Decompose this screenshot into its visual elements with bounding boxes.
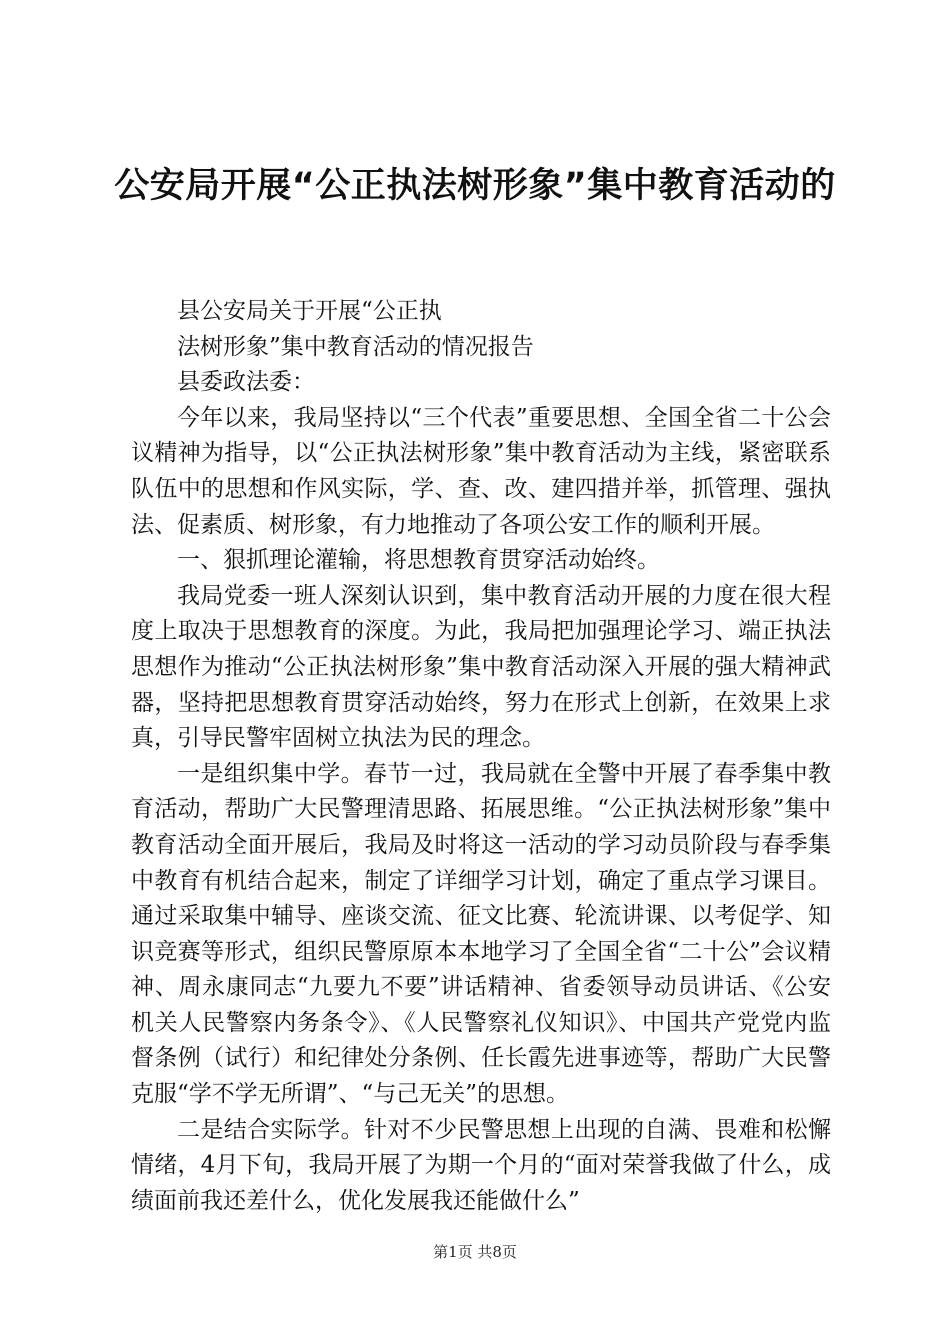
paragraph-body: 二是结合实际学。针对不少民警思想上出现的自满、畏难和松懈情绪，4月下旬，我局开展了为期一个月的“面对荣誉我做了什么，成绩面前我还差什么，优化发展我还能做什么” (131, 1116, 831, 1214)
paragraph-heading-line-2: 法树形象”集中教育活动的情况报告 (177, 333, 534, 360)
paragraph-body: 我局党委一班人深刻认识到，集中教育活动开展的力度在很大程度上取决于思想教育的深度。为此，我局把加强理论学习、端正执法思想作为推动“公正执法树形象”集中教育活动深入开展的强大精神武器，坚持把思想教育贯穿活动始终，努力在形式上创新，在效果上求真，引导民警牢固树立执法为民的理念。 (131, 582, 831, 752)
page-footer: 第1页 共8页 (433, 1243, 517, 1261)
paragraph-heading-line-1: 县公安局关于开展“公正执 (177, 298, 442, 324)
paragraph-addressee: 县委政法委： (177, 369, 315, 396)
paragraph-section-1: 一、狠抓理论灌输，将思想教育贯穿活动始终。 (177, 547, 660, 574)
paragraph-body: 一是组织集中学。春节一过，我局就在全警中开展了春季集中教育活动，帮助广大民警理清思路、拓展思维。“公正执法树形象”集中教育活动全面开展后，我局及时将这一活动的学习动员阶段与春季集中教育有机结合起来，制定了详细学习计划，确定了重点学习课目。通过采取集中辅导、座谈交流、征文比赛、轮流讲课、以考促学、知识竞赛等形式，组织民警原原本本地学习了全国全省“二十公”会议精神、周永康同志“九要九不要”讲话精神、省委领导动员讲话、《公安机关人民警察内务条令》、《人民警察礼仪知识》、中国共产党党内监督条例（试行）和纪律处分条例、任长霞先进事迹等，帮助广大民警克服“学不学无所谓”、“与己无关”的思想。 (131, 760, 831, 1108)
document-body (131, 294, 831, 1219)
document-title: 公安局开展“公正执法树形象”集中教育活动的 (114, 166, 836, 206)
paragraph-intro: 今年以来，我局坚持以“三个代表”重要思想、全国全省二十公会议精神为指导，以“公正执法树形象”集中教育活动为主线，紧密联系队伍中的思想和作风实际，学、查、改、建四措并举，抓管理、强执法、促素质、树形象，有力地推动了各项公安工作的顺利开展。 (131, 404, 831, 538)
